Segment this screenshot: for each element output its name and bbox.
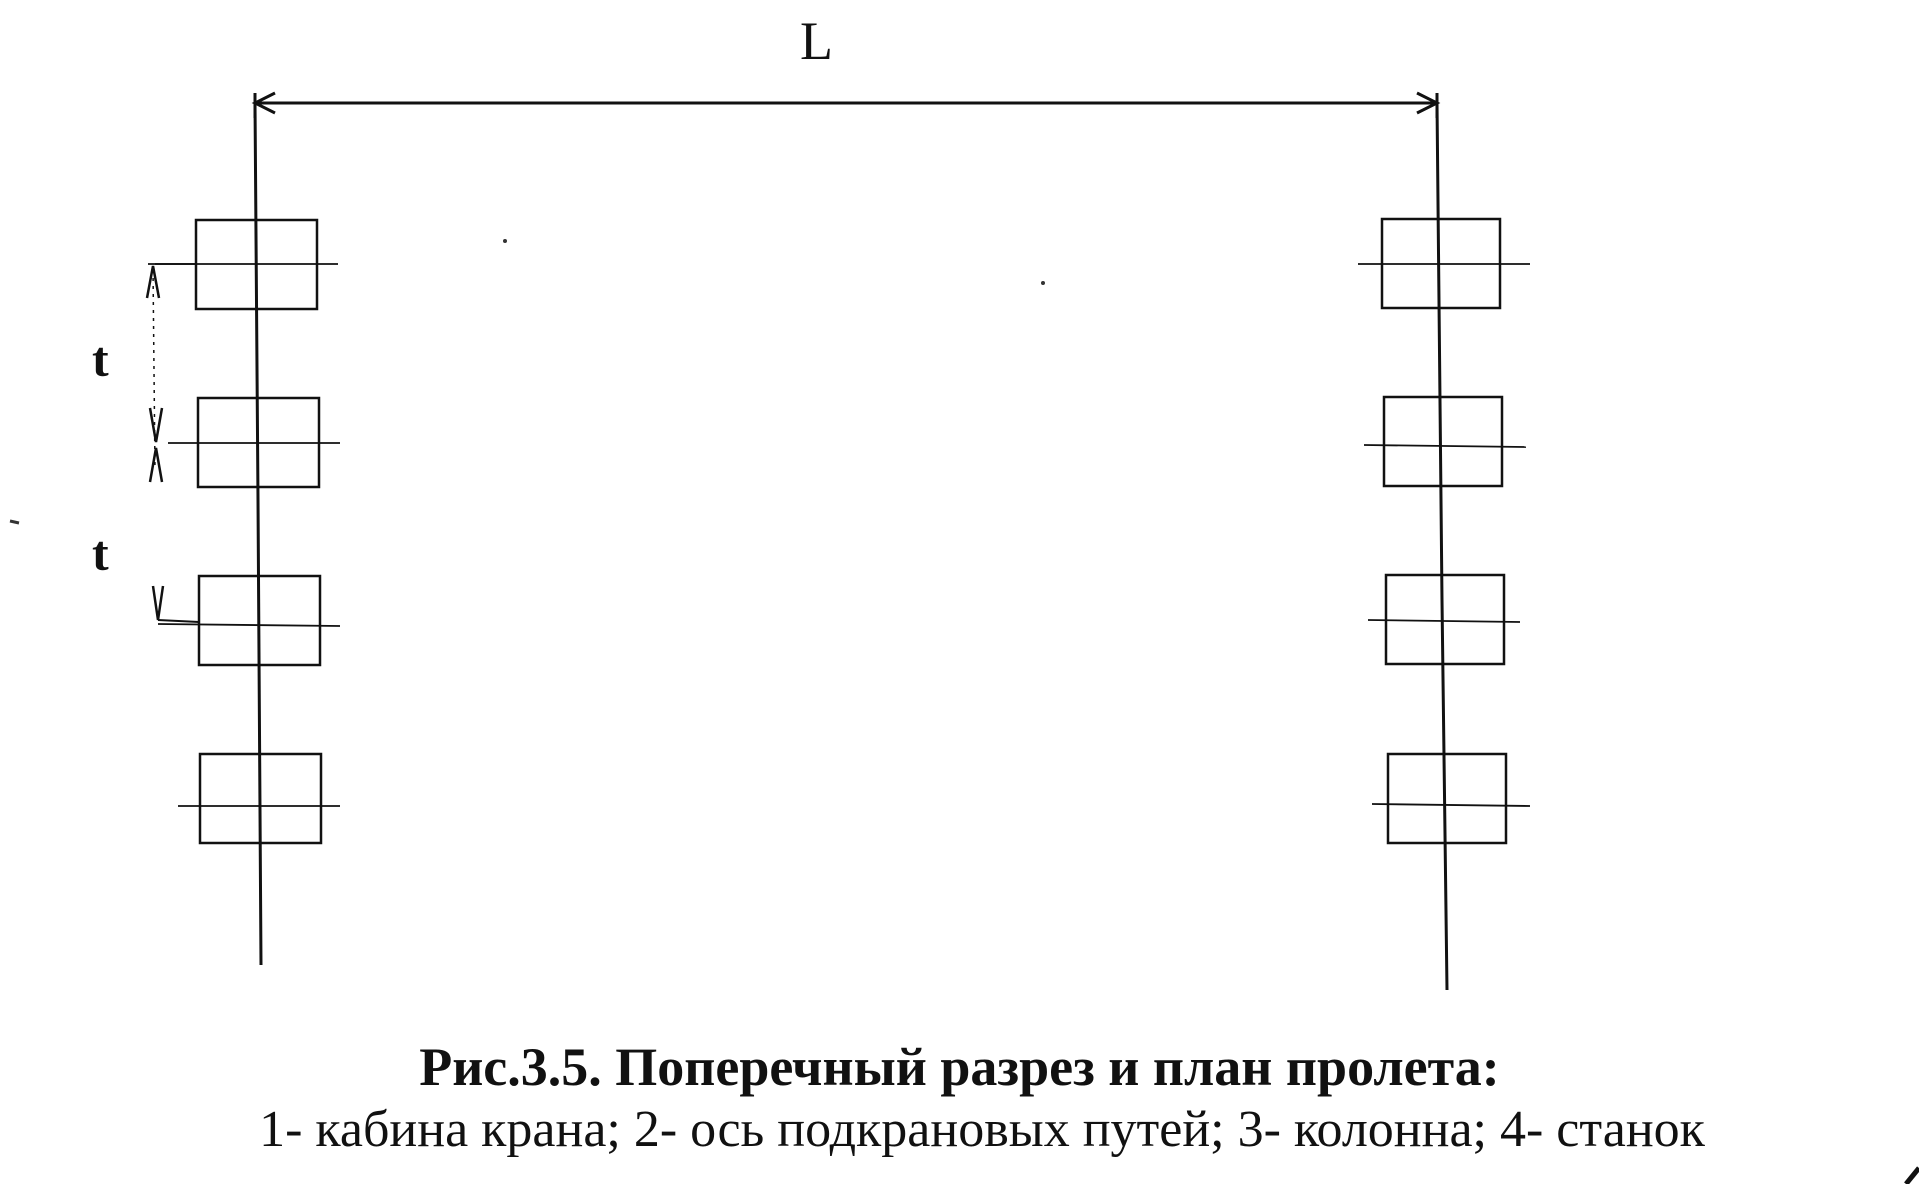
- pitch-arrow-bottom: [153, 586, 163, 620]
- right-column-3: [1386, 575, 1504, 664]
- scan-speck: [1041, 281, 1045, 285]
- right-column-4: [1388, 754, 1506, 843]
- pitch-label-lower: t: [92, 525, 109, 581]
- left-column-3-axis: [158, 624, 340, 626]
- scan-speck: [10, 521, 19, 523]
- figure-caption-title: Рис.3.5. Поперечный разрез и план пролета:: [419, 1037, 1500, 1097]
- right-rail-axis: [1437, 103, 1447, 990]
- scan-speck: [503, 239, 507, 243]
- span-dimension: [255, 93, 1437, 118]
- right-column-3-axis: [1368, 620, 1520, 622]
- right-axis-group: [1358, 103, 1530, 990]
- right-column-2: [1384, 397, 1502, 486]
- pitch-arrow-mid-up: [150, 408, 162, 442]
- left-axis-group: [155, 103, 340, 965]
- pitch-label-upper: t: [92, 331, 109, 387]
- figure-caption-legend: 1- кабина крана; 2- ось подкрановых путей; 3- колонна; 4- станок: [259, 1101, 1705, 1158]
- pitch-arrow-mid-down: [150, 448, 162, 482]
- pitch-extension-bottom: [158, 620, 199, 622]
- left-rail-axis: [255, 103, 261, 965]
- pitch-arrow-top: [147, 266, 159, 298]
- scan-speck: [1906, 1168, 1919, 1184]
- span-label: L: [800, 11, 833, 71]
